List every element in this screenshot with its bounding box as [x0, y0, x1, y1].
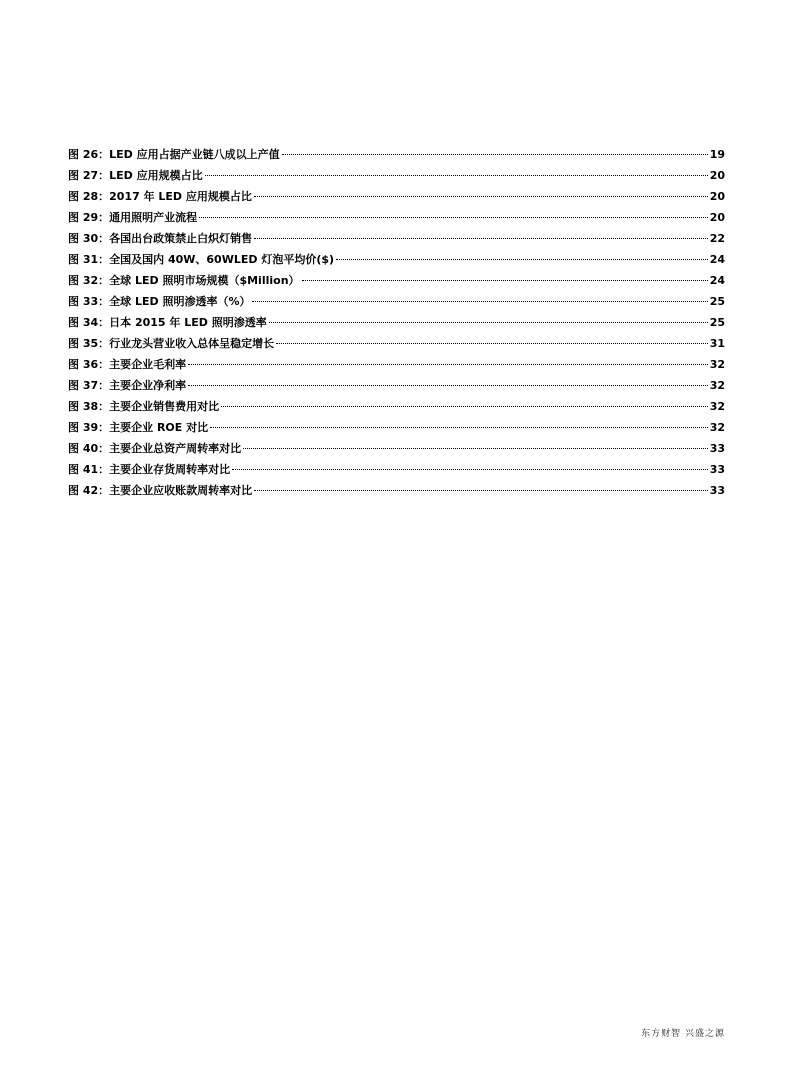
toc-entry-page: 32 [709, 379, 725, 392]
dot-leader [254, 490, 708, 491]
dot-leader [282, 154, 708, 155]
dot-leader [199, 217, 708, 218]
toc-entry-label: 图 35：行业龙头营业收入总体呈稳定增长 [68, 337, 275, 350]
dot-leader [302, 280, 708, 281]
toc-entry-label: 图 42：主要企业应收账款周转率对比 [68, 484, 253, 497]
toc-entry-fig41[interactable] [68, 461, 725, 482]
toc-entry-page: 33 [709, 484, 725, 497]
dot-leader [254, 238, 708, 239]
dot-leader [243, 448, 708, 449]
dot-leader [232, 469, 708, 470]
toc-entry-page: 24 [709, 253, 725, 266]
toc-entry-fig36[interactable] [68, 356, 725, 377]
table-of-figures [68, 146, 725, 503]
toc-entry-label: 图 41：主要企业存货周转率对比 [68, 463, 231, 476]
dot-leader [210, 427, 708, 428]
toc-entry-fig30[interactable] [68, 230, 725, 251]
toc-entry-fig39[interactable] [68, 419, 725, 440]
dot-leader [205, 175, 708, 176]
toc-entry-page: 33 [709, 463, 725, 476]
toc-entry-fig33[interactable] [68, 293, 725, 314]
toc-entry-page: 25 [709, 295, 725, 308]
toc-entry-fig26[interactable] [68, 146, 725, 167]
toc-entry-page: 20 [709, 190, 725, 203]
toc-entry-fig32[interactable] [68, 272, 725, 293]
dot-leader [276, 343, 708, 344]
toc-entry-label: 图 34：日本 2015 年 LED 照明渗透率 [68, 316, 267, 329]
toc-entry-label: 图 37：主要企业净利率 [68, 379, 187, 392]
toc-entry-label: 图 32：全球 LED 照明市场规模（$Million） [68, 274, 300, 287]
dot-leader [188, 385, 708, 386]
toc-entry-fig37[interactable] [68, 377, 725, 398]
toc-entry-fig42[interactable] [68, 482, 725, 503]
toc-entry-page: 32 [709, 400, 725, 413]
toc-entry-page: 25 [709, 316, 725, 329]
toc-entry-page: 22 [709, 232, 725, 245]
toc-entry-label: 图 26：LED 应用占据产业链八成以上产值 [68, 148, 280, 161]
toc-entry-fig28[interactable] [68, 188, 725, 209]
dot-leader [252, 301, 707, 302]
toc-entry-label: 图 31：全国及国内 40W、60WLED 灯泡平均价($) [68, 253, 335, 266]
toc-entry-fig31[interactable] [68, 251, 725, 272]
toc-entry-page: 19 [709, 148, 725, 161]
toc-entry-label: 图 27：LED 应用规模占比 [68, 169, 203, 182]
toc-entry-fig40[interactable] [68, 440, 725, 461]
toc-entry-page: 24 [709, 274, 725, 287]
dot-leader [269, 322, 708, 323]
toc-entry-label: 图 40：主要企业总资产周转率对比 [68, 442, 242, 455]
toc-entry-label: 图 30：各国出台政策禁止白炽灯销售 [68, 232, 253, 245]
dot-leader [336, 259, 708, 260]
toc-entry-label: 图 28：2017 年 LED 应用规模占比 [68, 190, 252, 203]
dot-leader [221, 406, 708, 407]
toc-entry-label: 图 36：主要企业毛利率 [68, 358, 187, 371]
toc-entry-page: 20 [709, 211, 725, 224]
toc-entry-label: 图 38：主要企业销售费用对比 [68, 400, 220, 413]
toc-entry-page: 31 [709, 337, 725, 350]
toc-entry-fig29[interactable] [68, 209, 725, 230]
toc-entry-fig27[interactable] [68, 167, 725, 188]
dot-leader [254, 196, 708, 197]
toc-entry-label: 图 39：主要企业 ROE 对比 [68, 421, 209, 434]
toc-entry-fig38[interactable] [68, 398, 725, 419]
toc-entry-label: 图 29：通用照明产业流程 [68, 211, 198, 224]
toc-entry-fig34[interactable] [68, 314, 725, 335]
toc-entry-page: 33 [709, 442, 725, 455]
toc-entry-page: 32 [709, 421, 725, 434]
toc-entry-fig35[interactable] [68, 335, 725, 356]
toc-entry-page: 20 [709, 169, 725, 182]
toc-entry-label: 图 33：全球 LED 照明渗透率（%） [68, 295, 251, 308]
dot-leader [188, 364, 708, 365]
page-footer-slogan: 东方财智 兴盛之源 [641, 1029, 725, 1039]
toc-entry-page: 32 [709, 358, 725, 371]
